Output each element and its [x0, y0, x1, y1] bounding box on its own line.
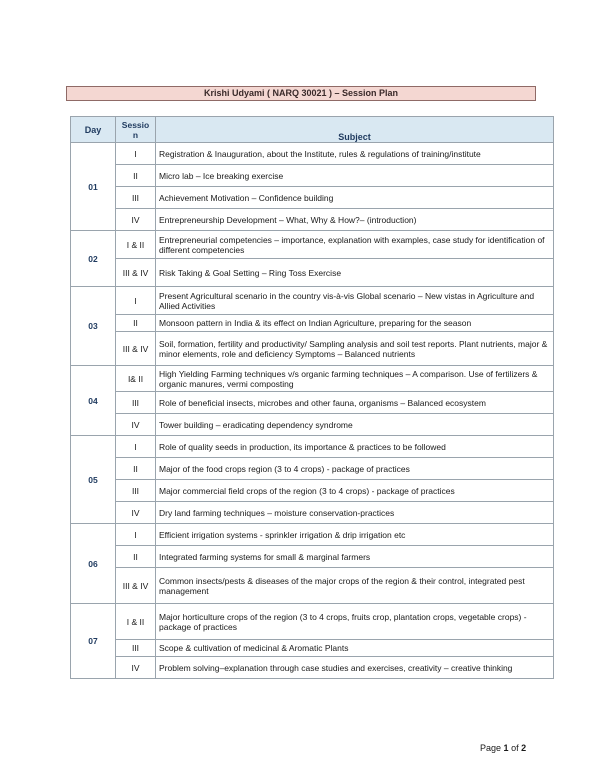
subject-cell: Major of the food crops region (3 to 4 crops) - package of practices	[156, 458, 554, 480]
table-row	[71, 436, 554, 458]
subject-cell: Tower building – eradicating dependency syndrome	[156, 414, 554, 436]
day-cell: 06	[71, 524, 116, 604]
session-cell: I	[116, 436, 156, 458]
table-row	[71, 165, 554, 187]
subject-cell: Role of quality seeds in production, its importance & practices to be followed	[156, 436, 554, 458]
day-cell: 03	[71, 287, 116, 366]
session-cell: IV	[116, 209, 156, 231]
subject-cell: Dry land farming techniques – moisture conservation-practices	[156, 502, 554, 524]
page-current: 1	[503, 743, 509, 753]
session-cell: III & IV	[116, 568, 156, 604]
subject-cell: Registration & Inauguration, about the Institute, rules & regulations of training/institute	[156, 143, 554, 165]
page-number	[480, 743, 526, 753]
table-row	[71, 332, 554, 366]
table-row	[71, 657, 554, 679]
session-cell: I	[116, 524, 156, 546]
session-cell: I	[116, 287, 156, 315]
subject-cell: Major commercial field crops of the region (3 to 4 crops) - package of practices	[156, 480, 554, 502]
header-day: Day	[71, 117, 116, 143]
page-title: Krishi Udyami ( NARQ 30021 ) – Session Plan	[66, 86, 536, 101]
subject-cell: Risk Taking & Goal Setting – Ring Toss Exercise	[156, 259, 554, 287]
session-cell: III	[116, 187, 156, 209]
subject-cell: Present Agricultural scenario in the country vis-à-vis Global scenario – New vistas in Agriculture and Allied Activities	[156, 287, 554, 315]
session-cell: II	[116, 458, 156, 480]
session-cell: I& II	[116, 366, 156, 392]
header-session: Sessio n	[116, 117, 156, 143]
session-cell: II	[116, 165, 156, 187]
table-row	[71, 366, 554, 392]
day-cell: 04	[71, 366, 116, 436]
table-row	[71, 524, 554, 546]
subject-cell: High Yielding Farming techniques v/s organic farming techniques – A comparison. Use of fertilizers & organic manures, vermi composting	[156, 366, 554, 392]
subject-cell: Entrepreneurship Development – What, Why & How?– (introduction)	[156, 209, 554, 231]
subject-cell: Integrated farming systems for small & marginal farmers	[156, 546, 554, 568]
day-cell: 02	[71, 231, 116, 287]
table-row	[71, 231, 554, 259]
session-cell: IV	[116, 657, 156, 679]
day-cell: 01	[71, 143, 116, 231]
subject-cell: Problem solving–explanation through case studies and exercises, creativity – creative thinking	[156, 657, 554, 679]
session-plan-table	[70, 116, 554, 679]
session-cell: IV	[116, 414, 156, 436]
session-cell: III	[116, 640, 156, 657]
table-row	[71, 546, 554, 568]
subject-cell: Entrepreneurial competencies – importance, explanation with examples, case study for identification of different competencies	[156, 231, 554, 259]
subject-cell: Soil, formation, fertility and productivity/ Sampling analysis and soil test reports. Plant nutrients, major & minor elements, role and deficiency Symptoms – Balanced nutrients	[156, 332, 554, 366]
session-cell: II	[116, 315, 156, 332]
session-plan-body	[71, 143, 554, 679]
table-row	[71, 315, 554, 332]
table-row	[71, 259, 554, 287]
page-of-label: of	[511, 743, 519, 753]
session-cell: I	[116, 143, 156, 165]
session-cell: IV	[116, 502, 156, 524]
session-cell: III	[116, 392, 156, 414]
page-total: 2	[521, 743, 527, 753]
table-row	[71, 209, 554, 231]
session-cell: I & II	[116, 231, 156, 259]
table-row	[71, 604, 554, 640]
subject-cell: Common insects/pests & diseases of the major crops of the region & their control, integrated pest management	[156, 568, 554, 604]
subject-cell: Role of beneficial insects, microbes and other fauna, organisms – Balanced ecosystem	[156, 392, 554, 414]
day-cell: 05	[71, 436, 116, 524]
header-subject: Subject	[156, 117, 554, 143]
subject-cell: Major horticulture crops of the region (3 to 4 crops, fruits crop, plantation crops, vegetable crops) - package of practices	[156, 604, 554, 640]
table-row	[71, 640, 554, 657]
table-row	[71, 287, 554, 315]
subject-cell: Monsoon pattern in India & its effect on Indian Agriculture, preparing for the season	[156, 315, 554, 332]
subject-cell: Micro lab – Ice breaking exercise	[156, 165, 554, 187]
session-cell: II	[116, 546, 156, 568]
table-row	[71, 502, 554, 524]
table-row	[71, 414, 554, 436]
session-cell: III & IV	[116, 332, 156, 366]
table-row	[71, 187, 554, 209]
table-row	[71, 143, 554, 165]
table-row	[71, 458, 554, 480]
subject-cell: Scope & cultivation of medicinal & Aromatic Plants	[156, 640, 554, 657]
day-cell: 07	[71, 604, 116, 679]
session-cell: I & II	[116, 604, 156, 640]
table-row	[71, 480, 554, 502]
session-cell: III & IV	[116, 259, 156, 287]
page-label: Page	[480, 743, 502, 753]
table-row	[71, 392, 554, 414]
table-row	[71, 568, 554, 604]
subject-cell: Achievement Motivation – Confidence building	[156, 187, 554, 209]
session-cell: III	[116, 480, 156, 502]
subject-cell: Efficient irrigation systems - sprinkler irrigation & drip irrigation etc	[156, 524, 554, 546]
